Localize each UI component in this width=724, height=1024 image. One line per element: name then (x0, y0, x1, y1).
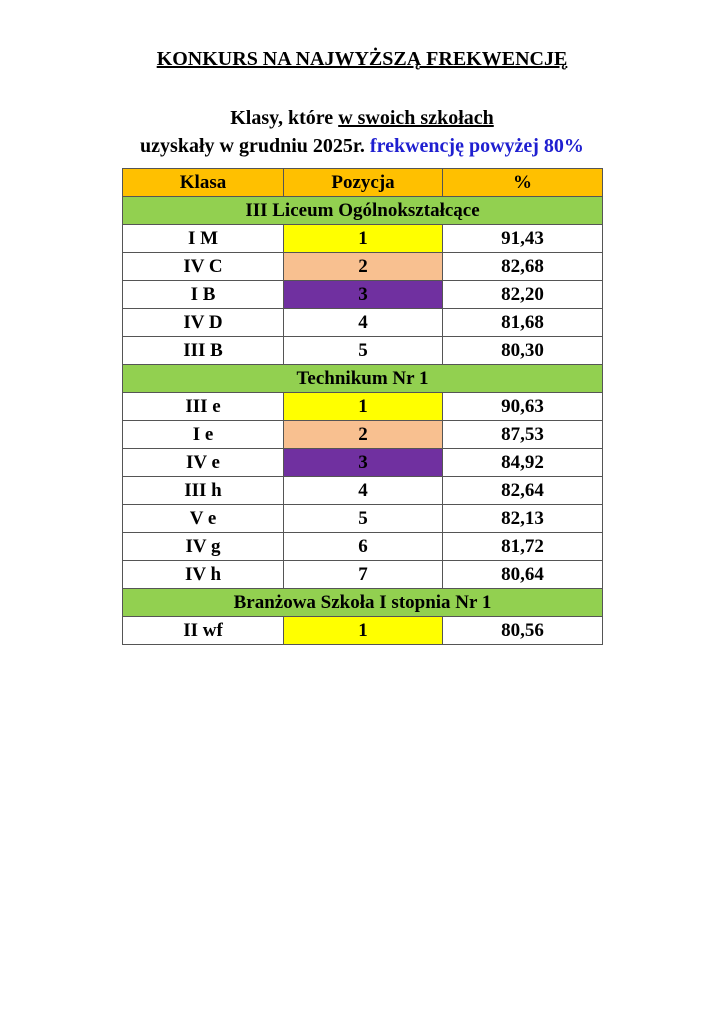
cell-procent: 91,43 (443, 225, 603, 253)
cell-pozycja: 5 (284, 505, 443, 533)
cell-pozycja: 2 (284, 253, 443, 281)
subtitle-line-1 (0, 104, 724, 132)
table-row (123, 561, 603, 589)
table-row (123, 281, 603, 309)
cell-klasa: IV C (123, 253, 284, 281)
subtitle-line-1-underlined: w swoich szkołach (338, 107, 494, 129)
table-row (123, 449, 603, 477)
cell-klasa: I M (123, 225, 284, 253)
column-header-procent: % (443, 169, 603, 197)
table-header-row (123, 169, 603, 197)
section-row (123, 365, 603, 393)
cell-procent: 81,68 (443, 309, 603, 337)
cell-klasa: I B (123, 281, 284, 309)
cell-pozycja: 1 (284, 393, 443, 421)
subtitle-line-2-highlight: frekwencję powyżej 80% (369, 135, 584, 157)
cell-procent: 81,72 (443, 533, 603, 561)
cell-procent: 82,20 (443, 281, 603, 309)
cell-pozycja: 4 (284, 477, 443, 505)
cell-procent: 90,63 (443, 393, 603, 421)
cell-pozycja: 5 (284, 337, 443, 365)
subtitle-line-1-text: Klasy, które (230, 107, 339, 129)
results-table (122, 168, 603, 645)
cell-klasa: I e (123, 421, 284, 449)
table-row (123, 393, 603, 421)
cell-procent: 82,64 (443, 477, 603, 505)
table-row (123, 533, 603, 561)
table-body (123, 197, 603, 645)
cell-procent: 87,53 (443, 421, 603, 449)
subtitle-line-2 (0, 132, 724, 160)
cell-klasa: III h (123, 477, 284, 505)
cell-klasa: IV h (123, 561, 284, 589)
table-row (123, 421, 603, 449)
column-header-klasa: Klasa (123, 169, 284, 197)
subtitle (0, 104, 724, 160)
cell-procent: 80,64 (443, 561, 603, 589)
table-row (123, 477, 603, 505)
cell-pozycja: 4 (284, 309, 443, 337)
cell-klasa: IV g (123, 533, 284, 561)
table-row (123, 253, 603, 281)
cell-pozycja: 7 (284, 561, 443, 589)
cell-pozycja: 3 (284, 449, 443, 477)
cell-klasa: III e (123, 393, 284, 421)
section-row (123, 197, 603, 225)
table-row (123, 617, 603, 645)
cell-klasa: V e (123, 505, 284, 533)
column-header-pozycja: Pozycja (284, 169, 443, 197)
cell-pozycja: 1 (284, 617, 443, 645)
section-name: Branżowa Szkoła I stopnia Nr 1 (123, 589, 603, 617)
cell-klasa: II wf (123, 617, 284, 645)
table-row (123, 309, 603, 337)
cell-klasa: IV e (123, 449, 284, 477)
page-title: KONKURS NA NAJWYŻSZĄ FREKWENCJĘ (156, 48, 568, 70)
table-row (123, 225, 603, 253)
section-name: Technikum Nr 1 (123, 365, 603, 393)
cell-procent: 80,30 (443, 337, 603, 365)
subtitle-line-2-text: uzyskały w grudniu 2025r. (140, 135, 370, 157)
cell-procent: 82,68 (443, 253, 603, 281)
cell-pozycja: 2 (284, 421, 443, 449)
table-row (123, 337, 603, 365)
cell-procent: 84,92 (443, 449, 603, 477)
section-row (123, 589, 603, 617)
cell-pozycja: 6 (284, 533, 443, 561)
section-name: III Liceum Ogólnokształcące (123, 197, 603, 225)
cell-procent: 80,56 (443, 617, 603, 645)
cell-klasa: III B (123, 337, 284, 365)
cell-pozycja: 3 (284, 281, 443, 309)
cell-klasa: IV D (123, 309, 284, 337)
cell-procent: 82,13 (443, 505, 603, 533)
table-row (123, 505, 603, 533)
cell-pozycja: 1 (284, 225, 443, 253)
